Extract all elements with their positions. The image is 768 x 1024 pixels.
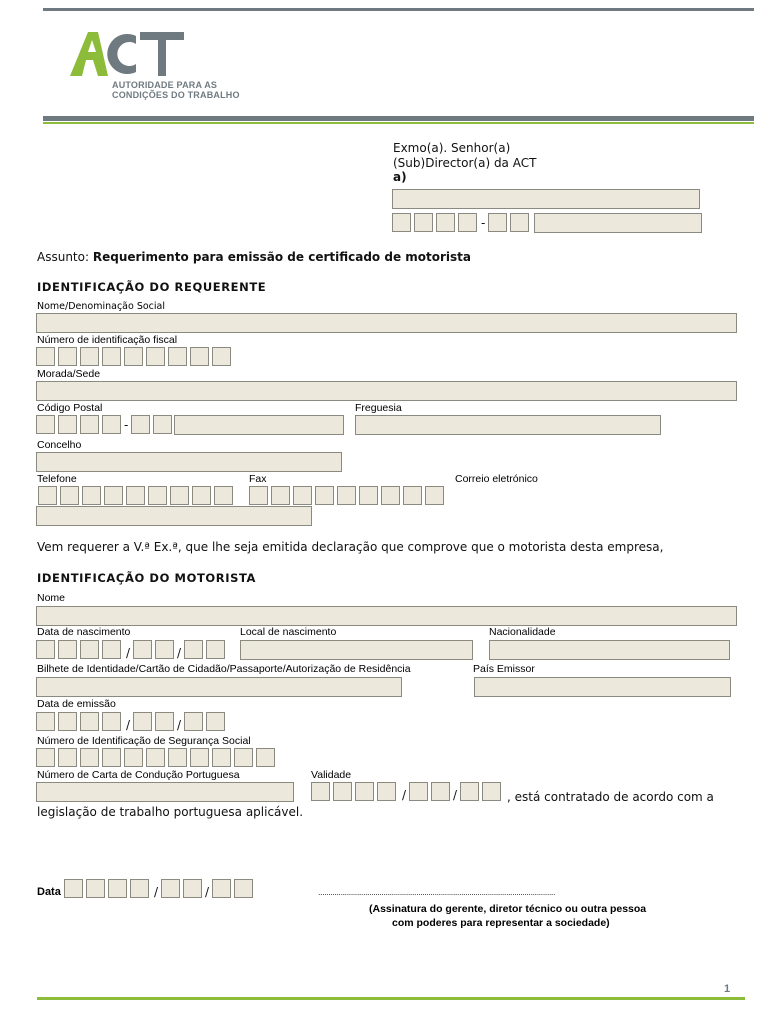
date-cell[interactable] — [130, 879, 149, 898]
fax-cell[interactable] — [381, 486, 400, 505]
date-cell[interactable] — [161, 879, 180, 898]
logo-line2: CONDIÇÕES DO TRABALHO — [112, 90, 240, 100]
carta-field[interactable] — [36, 782, 294, 802]
emissao-year-cells — [184, 712, 228, 731]
date-cell[interactable] — [234, 879, 253, 898]
addressee-postal-dash: - — [481, 216, 486, 230]
date-cell[interactable] — [355, 782, 374, 801]
addressee-line2: (Sub)Director(a) da ACT — [393, 156, 537, 170]
date-cell[interactable] — [86, 879, 105, 898]
date-slash: / — [177, 646, 182, 660]
nif-cell[interactable] — [80, 347, 99, 366]
label-email: Correio eletrónico — [455, 473, 538, 485]
label-nome: Nome — [37, 592, 66, 604]
date-cell[interactable] — [377, 782, 396, 801]
nss-cells — [36, 748, 278, 767]
header-top-rule — [43, 8, 754, 11]
label-concelho: Concelho — [37, 439, 82, 451]
date-cell[interactable] — [58, 640, 77, 659]
nif-cell[interactable] — [190, 347, 209, 366]
date-cell[interactable] — [184, 640, 203, 659]
label-pais-emissor: País Emissor — [473, 663, 535, 675]
morada-field[interactable] — [36, 381, 737, 401]
cp-cell[interactable] — [131, 415, 150, 434]
postal-cell[interactable] — [392, 213, 411, 232]
nss-cell[interactable] — [168, 748, 187, 767]
label-nome-social: Nome/Denominação Social — [37, 301, 165, 312]
header-green-rule — [43, 122, 754, 124]
cp-cell[interactable] — [36, 415, 55, 434]
date-cell[interactable] — [212, 879, 231, 898]
label-validade: Validade — [311, 769, 352, 781]
cp-cell[interactable] — [102, 415, 121, 434]
subject-line — [37, 250, 471, 264]
page-number: 1 — [724, 983, 731, 995]
validade-year-cells — [460, 782, 504, 801]
telefone-cells — [38, 486, 236, 505]
label-nss: Número de Identificação de Segurança Social — [37, 735, 251, 747]
signature-caption1: (Assinatura do gerente, diretor técnico ou outra pessoa — [369, 903, 647, 915]
date-cell[interactable] — [184, 712, 203, 731]
date-cell[interactable] — [183, 879, 202, 898]
date-cell[interactable] — [80, 712, 99, 731]
date-cell[interactable] — [108, 879, 127, 898]
addressee-field[interactable] — [392, 189, 700, 209]
label-nacionalidade: Nacionalidade — [489, 626, 556, 638]
concelho-field[interactable] — [36, 452, 342, 472]
postal-cell[interactable] — [510, 213, 529, 232]
date-slash: / — [205, 885, 210, 899]
local-nascimento-field[interactable] — [240, 640, 473, 660]
fax-cell[interactable] — [293, 486, 312, 505]
date-cell[interactable] — [206, 640, 225, 659]
postal-cell[interactable] — [458, 213, 477, 232]
label-fax: Fax — [249, 473, 267, 485]
label-telefone: Telefone — [37, 473, 77, 485]
telefone-cell[interactable] — [82, 486, 101, 505]
nss-cell[interactable] — [124, 748, 143, 767]
label-freguesia: Freguesia — [355, 402, 402, 414]
email-field[interactable] — [36, 506, 312, 526]
telefone-cell[interactable] — [192, 486, 211, 505]
validade-month-cells — [409, 782, 453, 801]
fax-cell[interactable] — [403, 486, 422, 505]
telefone-cell[interactable] — [60, 486, 79, 505]
fax-cells — [249, 486, 447, 505]
telefone-cell[interactable] — [104, 486, 123, 505]
fax-cell[interactable] — [249, 486, 268, 505]
emissao-day-cells — [36, 712, 124, 731]
footer-green-rule — [37, 997, 745, 1000]
fax-cell[interactable] — [315, 486, 334, 505]
request-text: Vem requerer a V.ª Ex.ª, que lhe seja emitida declaração que comprove que o motorista desta empresa, — [37, 540, 664, 554]
postal-cell[interactable] — [436, 213, 455, 232]
nasc-month-cells — [133, 640, 177, 659]
date-slash: / — [402, 788, 407, 802]
date-slash: / — [126, 646, 131, 660]
freguesia-field[interactable] — [355, 415, 661, 435]
label-data: Data — [37, 886, 61, 898]
date-cell[interactable] — [206, 712, 225, 731]
date-cell[interactable] — [133, 712, 152, 731]
contract-tail: , está contratado de acordo com a — [507, 790, 714, 804]
addressee-line1: Exmo(a). Senhor(a) — [393, 141, 511, 155]
cp-cells-b — [131, 415, 175, 434]
nasc-day-cells — [36, 640, 124, 659]
emissao-month-cells — [133, 712, 177, 731]
date-cell[interactable] — [133, 640, 152, 659]
nif-cell[interactable] — [102, 347, 121, 366]
date-cell[interactable] — [64, 879, 83, 898]
label-nif: Número de identificação fiscal — [37, 334, 178, 346]
date-cell[interactable] — [482, 782, 501, 801]
sig-year-cells — [212, 879, 256, 898]
fax-cell[interactable] — [425, 486, 444, 505]
cp-locality-field[interactable] — [174, 415, 344, 435]
cp-cell[interactable] — [153, 415, 172, 434]
date-cell[interactable] — [311, 782, 330, 801]
subject-text: Requerimento para emissão de certificado de motorista — [92, 250, 471, 264]
nome-social-field[interactable] — [36, 313, 737, 333]
nasc-year-cells — [184, 640, 228, 659]
postal-cell[interactable] — [488, 213, 507, 232]
label-data-nascimento: Data de nascimento — [37, 626, 131, 638]
date-cell[interactable] — [102, 640, 121, 659]
telefone-cell[interactable] — [126, 486, 145, 505]
label-morada: Morada/Sede — [37, 368, 101, 380]
act-logo — [70, 30, 240, 102]
requerente-heading: IDENTIFICAÇÃO DO REQUERENTE — [37, 280, 267, 294]
header-bottom-rule — [43, 116, 754, 121]
date-cell[interactable] — [409, 782, 428, 801]
signature-caption2: com poderes para representar a sociedade) — [392, 917, 610, 929]
telefone-cell[interactable] — [170, 486, 189, 505]
nome-field[interactable] — [36, 606, 737, 626]
cp-dash: - — [124, 418, 129, 432]
validade-day-cells — [311, 782, 399, 801]
date-cell[interactable] — [36, 712, 55, 731]
date-cell[interactable] — [431, 782, 450, 801]
nss-cell[interactable] — [146, 748, 165, 767]
addressee-locality-field[interactable] — [534, 213, 702, 233]
nif-cell[interactable] — [168, 347, 187, 366]
date-slash: / — [126, 718, 131, 732]
nss-cell[interactable] — [234, 748, 253, 767]
label-local-nascimento: Local de nascimento — [240, 626, 337, 638]
documento-field[interactable] — [36, 677, 402, 697]
fax-cell[interactable] — [359, 486, 378, 505]
nss-cell[interactable] — [212, 748, 231, 767]
nif-cells — [36, 347, 234, 366]
date-slash: / — [453, 788, 458, 802]
telefone-cell[interactable] — [38, 486, 57, 505]
telefone-cell[interactable] — [214, 486, 233, 505]
motorista-heading: IDENTIFICAÇÃO DO MOTORISTA — [37, 571, 257, 585]
label-codigo-postal: Código Postal — [37, 402, 103, 414]
date-cell[interactable] — [102, 712, 121, 731]
label-carta: Número de Carta de Condução Portuguesa — [37, 769, 240, 781]
nif-cell[interactable] — [124, 347, 143, 366]
sig-month-cells — [161, 879, 205, 898]
date-cell[interactable] — [36, 640, 55, 659]
logo-line1: AUTORIDADE PARA AS — [112, 80, 218, 90]
signature-line: .................................................................................................................... — [318, 888, 555, 897]
pais-emissor-field[interactable] — [474, 677, 731, 697]
postal-cell[interactable] — [414, 213, 433, 232]
nif-cell[interactable] — [58, 347, 77, 366]
telefone-cell[interactable] — [148, 486, 167, 505]
nif-cell[interactable] — [212, 347, 231, 366]
date-cell[interactable] — [155, 712, 174, 731]
act-logo-mark — [70, 30, 190, 78]
sig-day-cells — [64, 879, 152, 898]
date-cell[interactable] — [58, 712, 77, 731]
date-slash: / — [154, 885, 159, 899]
cp-cell[interactable] — [80, 415, 99, 434]
date-slash: / — [177, 718, 182, 732]
nif-cell[interactable] — [36, 347, 55, 366]
nss-cell[interactable] — [256, 748, 275, 767]
nif-cell[interactable] — [146, 347, 165, 366]
date-cell[interactable] — [155, 640, 174, 659]
date-cell[interactable] — [460, 782, 479, 801]
label-documento: Bilhete de Identidade/Cartão de Cidadão/Passaporte/Autorização de Residência — [37, 663, 411, 675]
nss-cell[interactable] — [102, 748, 121, 767]
fax-cell[interactable] — [337, 486, 356, 505]
label-data-emissao: Data de emissão — [37, 698, 116, 710]
contract-line2: legislação de trabalho portuguesa aplicável. — [37, 805, 304, 819]
cp-cells-a — [36, 415, 124, 434]
date-cell[interactable] — [333, 782, 352, 801]
nss-cell[interactable] — [36, 748, 55, 767]
nss-cell[interactable] — [58, 748, 77, 767]
fax-cell[interactable] — [271, 486, 290, 505]
date-cell[interactable] — [80, 640, 99, 659]
subject-prefix: Assunto: — [37, 250, 90, 264]
nacionalidade-field[interactable] — [489, 640, 730, 660]
addressee-postal-cells-a — [392, 213, 480, 232]
addressee-postal-cells-b — [488, 213, 532, 232]
nss-cell[interactable] — [190, 748, 209, 767]
cp-cell[interactable] — [58, 415, 77, 434]
nss-cell[interactable] — [80, 748, 99, 767]
addressee-line3: a) — [393, 170, 407, 184]
